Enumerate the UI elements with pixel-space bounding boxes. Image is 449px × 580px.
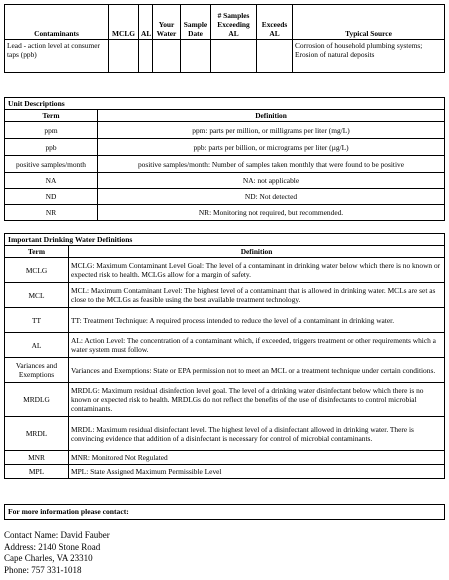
contact-city: Cape Charles, VA 23310 bbox=[4, 553, 93, 564]
table-row bbox=[5, 358, 445, 383]
term-cell: MNR bbox=[5, 451, 69, 465]
col-header: Your Water bbox=[153, 5, 181, 40]
definition-cell: MRDL: Maximum residual disinfectant level. The highest level of a disinfectant allowed in drinking water. There is convincing evidence that addition of a disinfectant is necessary for control of microbial contaminants. bbox=[69, 417, 445, 451]
cell bbox=[181, 40, 211, 73]
definition-cell: AL: Action Level: The concentration of a contaminant which, if exceeded, triggers treatment or other requirements which a water system must follow. bbox=[69, 333, 445, 358]
col-header: Exceeds AL bbox=[257, 5, 293, 40]
cell bbox=[109, 40, 139, 73]
term-cell: MRDL bbox=[5, 417, 69, 451]
col-header: Definition bbox=[69, 246, 445, 258]
term-cell: MPL bbox=[5, 465, 69, 479]
table-row bbox=[5, 122, 445, 139]
cell bbox=[257, 40, 293, 73]
term-cell: ND bbox=[5, 189, 98, 205]
term-cell: ppb bbox=[5, 139, 98, 156]
term-cell: MCL bbox=[5, 283, 69, 308]
col-header: Contaminants bbox=[5, 5, 109, 40]
table-row bbox=[5, 40, 445, 73]
contact-phone: Phone: 757 331-1018 bbox=[4, 564, 82, 575]
section-title: Important Drinking Water Definitions bbox=[4, 233, 445, 245]
definition-cell: MCLG: Maximum Contaminant Level Goal: The level of a contaminant in drinking water below which there is no known or expected risk to health. MCLGs allow for a margin of safety. bbox=[69, 258, 445, 283]
col-header: Term bbox=[5, 246, 69, 258]
contaminants-header-row bbox=[5, 5, 445, 40]
table-row bbox=[5, 205, 445, 221]
col-header: AL bbox=[139, 5, 153, 40]
cell: Corrosion of household plumbing systems; Erosion of natural deposits bbox=[293, 40, 445, 73]
definition-cell: positive samples/month: Number of samples taken monthly that were found to be positive bbox=[98, 156, 445, 173]
table-row bbox=[5, 283, 445, 308]
definition-cell: MRDLG: Maximum residual disinfection level goal. The level of a drinking water disinfectant below which there is no known or expected risk to health. MRDLGs do not reflect the benefits of the use of disinfectants to control microbial contaminants. bbox=[69, 383, 445, 417]
table-row bbox=[5, 258, 445, 283]
term-cell: ppm bbox=[5, 122, 98, 139]
table-row bbox=[5, 308, 445, 333]
term-cell: NA bbox=[5, 173, 98, 189]
definition-cell: ppm: parts per million, or milligrams per liter (mg/L) bbox=[98, 122, 445, 139]
table-row bbox=[5, 465, 445, 479]
col-header: Definition bbox=[98, 110, 445, 122]
header-row bbox=[5, 246, 445, 258]
table-row bbox=[5, 417, 445, 451]
section-title: Unit Descriptions bbox=[4, 97, 445, 109]
cell bbox=[211, 40, 257, 73]
term-cell: NR bbox=[5, 205, 98, 221]
table-row bbox=[5, 451, 445, 465]
definition-cell: Variances and Exemptions: State or EPA permission not to meet an MCL or a treatment technique under certain conditions. bbox=[69, 358, 445, 383]
definition-cell: ND: Not detected bbox=[98, 189, 445, 205]
term-cell: Variances and Exemptions bbox=[5, 358, 69, 383]
header-row bbox=[5, 110, 445, 122]
contact-address: Address: 2140 Stone Road bbox=[4, 541, 101, 552]
definitions-table bbox=[4, 245, 445, 479]
term-cell: MCLG bbox=[5, 258, 69, 283]
definition-cell: TT: Treatment Technique: A required process intended to reduce the level of a contaminant in drinking water. bbox=[69, 308, 445, 333]
contact-name: Contact Name: David Fauber bbox=[4, 530, 110, 540]
table-row bbox=[5, 333, 445, 358]
unit-descriptions-table bbox=[4, 109, 445, 221]
definition-cell: MCL: Maximum Contaminant Level: The highest level of a contaminant that is allowed in drinking water. MCLs are set as close to the MCLGs as feasible using the best available treatment technology. bbox=[69, 283, 445, 308]
table-row bbox=[5, 156, 445, 173]
more-info-box bbox=[4, 504, 445, 520]
col-header: MCLG bbox=[109, 5, 139, 40]
contact-block bbox=[4, 530, 110, 576]
definition-cell: ppb: parts per billion, or micrograms per liter (µg/L) bbox=[98, 139, 445, 156]
definition-cell: MNR: Monitored Not Regulated bbox=[69, 451, 445, 465]
definition-cell: NA: not applicable bbox=[98, 173, 445, 189]
definition-cell: NR: Monitoring not required, but recommended. bbox=[98, 205, 445, 221]
col-header: Typical Source bbox=[293, 5, 445, 40]
col-header: Sample Date bbox=[181, 5, 211, 40]
term-cell: MRDLG bbox=[5, 383, 69, 417]
table-row bbox=[5, 189, 445, 205]
table-row bbox=[5, 383, 445, 417]
term-cell: positive samples/month bbox=[5, 156, 98, 173]
cell bbox=[139, 40, 153, 73]
cell: Lead - action level at consumer taps (ppb) bbox=[5, 40, 109, 73]
cell bbox=[153, 40, 181, 73]
unit-descriptions-section bbox=[4, 97, 445, 221]
definition-cell: MPL: State Assigned Maximum Permissible Level bbox=[69, 465, 445, 479]
more-info-title: For more information please contact: bbox=[8, 507, 129, 516]
table-row bbox=[5, 173, 445, 189]
col-header: # Samples Exceeding AL bbox=[211, 5, 257, 40]
term-cell: AL bbox=[5, 333, 69, 358]
table-row bbox=[5, 139, 445, 156]
contaminants-section bbox=[4, 4, 445, 73]
definitions-section bbox=[4, 233, 445, 479]
col-header: Term bbox=[5, 110, 98, 122]
term-cell: TT bbox=[5, 308, 69, 333]
contaminants-table bbox=[4, 4, 445, 73]
